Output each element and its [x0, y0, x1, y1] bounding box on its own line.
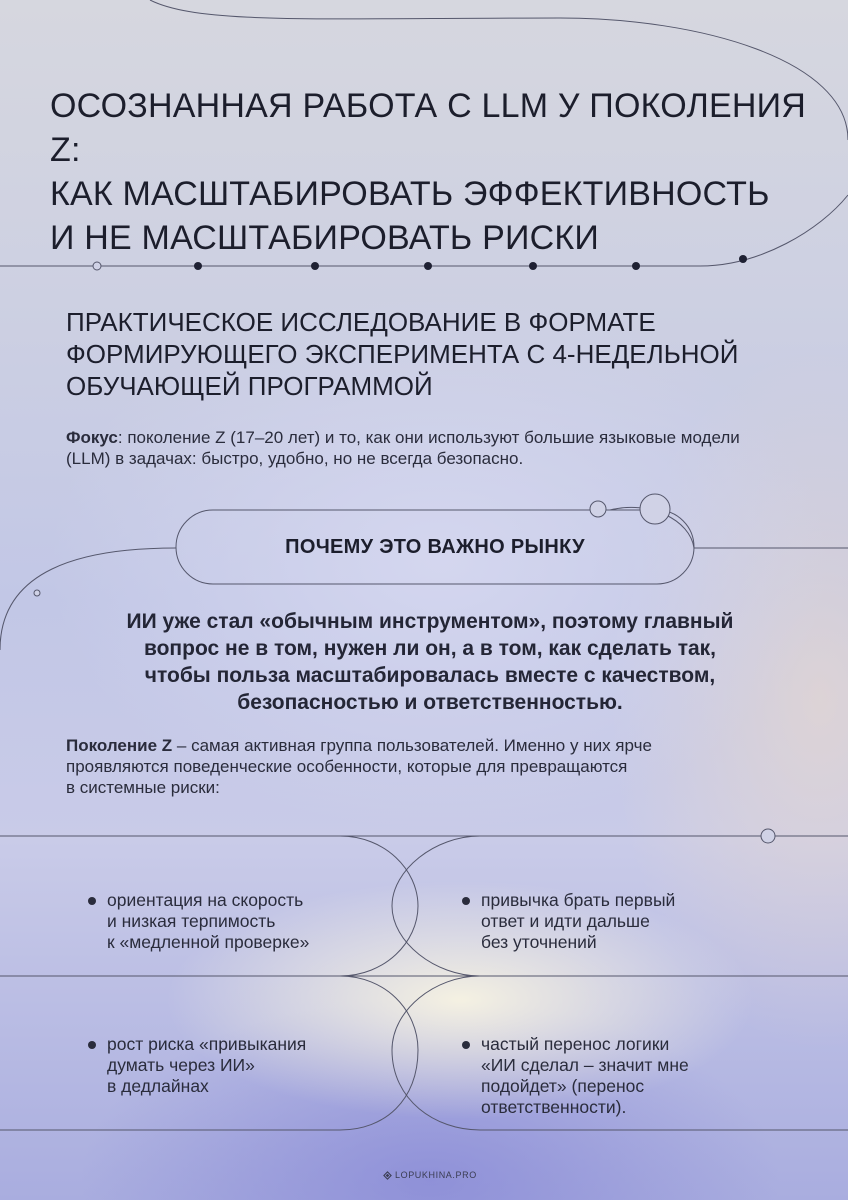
brand-footer	[383, 1170, 477, 1180]
bullet-text	[481, 890, 675, 953]
bullet-line: «ИИ сделал – значит мне	[481, 1055, 689, 1075]
bullet-line: рост риска «привыкания	[107, 1034, 307, 1054]
bullet-line: ориентация на скорость	[107, 890, 304, 910]
bullet-dot-icon	[462, 897, 470, 905]
bullet-dot-icon	[462, 1041, 470, 1049]
lead-line-1: ИИ уже стал «обычным инструментом», поэтому главный	[126, 610, 734, 633]
bullet-text	[107, 1034, 306, 1097]
bullet-text	[107, 890, 309, 953]
main-title-line-2: КАК МАСШТАБИРОВАТЬ ЭФФЕКТИВНОСТЬ	[50, 175, 770, 213]
bullet-line: без уточнений	[481, 932, 597, 952]
bullet-item	[481, 1034, 689, 1118]
bullet-line: подойдет» (перенос	[481, 1076, 645, 1096]
generation-paragraph	[66, 735, 786, 798]
bullet-text	[481, 1034, 689, 1118]
bullet-line: ответ и идти дальше	[481, 911, 650, 931]
bullet-item	[107, 1034, 306, 1097]
focus-text: : поколение Z (17–20 лет) и то, как они используют большие языковые модели (LLM) в задачах: быстро, удобно, но не всегда безопасно.	[66, 428, 740, 468]
generation-line-1-rest: – самая активная группа пользователей. Именно у них ярче	[172, 736, 652, 755]
bullet-item	[481, 890, 675, 953]
lead-paragraph	[60, 608, 800, 716]
bullet-item	[107, 890, 309, 953]
lead-line-4: безопасностью и ответственностью.	[237, 691, 623, 714]
bullet-line: в дедлайнах	[107, 1076, 209, 1096]
bullet-line: ответственности).	[481, 1097, 627, 1117]
brand-name[interactable]: LOPUKHINA.PRO	[395, 1170, 477, 1180]
generation-line-2: проявляются поведенческие особенности, которые для превращаются	[66, 757, 628, 776]
section-heading: ПОЧЕМУ ЭТО ВАЖНО РЫНКУ	[285, 535, 585, 558]
brand-logo-icon	[383, 1171, 392, 1180]
subtitle-line-2: ФОРМИРУЮЩЕГО ЭКСПЕРИМЕНТА С 4-НЕДЕЛЬНОЙ	[66, 339, 739, 369]
main-title-line-3: И НЕ МАСШТАБИРОВАТЬ РИСКИ	[50, 219, 599, 257]
bullet-line: к «медленной проверке»	[107, 932, 310, 952]
generation-line-1	[66, 735, 786, 756]
bullet-dot-icon	[88, 897, 96, 905]
bullet-line: и низкая терпимость	[107, 911, 276, 931]
subtitle-line-3: ОБУЧАЮЩЕЙ ПРОГРАММОЙ	[66, 371, 433, 401]
bullet-line: привычка брать первый	[481, 890, 676, 910]
bullet-line: частый перенос логики	[481, 1034, 670, 1054]
subtitle	[66, 306, 806, 402]
main-title-line-1: ОСОЗНАННАЯ РАБОТА С LLM У ПОКОЛЕНИЯ Z:	[50, 87, 807, 169]
bullet-line: думать через ИИ»	[107, 1055, 255, 1075]
bullet-dot-icon	[88, 1041, 96, 1049]
main-title	[50, 84, 830, 260]
generation-label: Поколение Z	[66, 736, 173, 755]
lead-line-3: чтобы польза масштабировалась вместе с качеством,	[144, 664, 716, 687]
subtitle-line-1: ПРАКТИЧЕСКОЕ ИССЛЕДОВАНИЕ В ФОРМАТЕ	[66, 307, 656, 337]
focus-paragraph	[66, 427, 786, 469]
lead-line-2: вопрос не в том, нужен ли он, а в том, как сделать так,	[143, 637, 717, 660]
generation-line-3: в системные риски:	[66, 778, 220, 797]
focus-label: Фокус	[66, 428, 118, 447]
